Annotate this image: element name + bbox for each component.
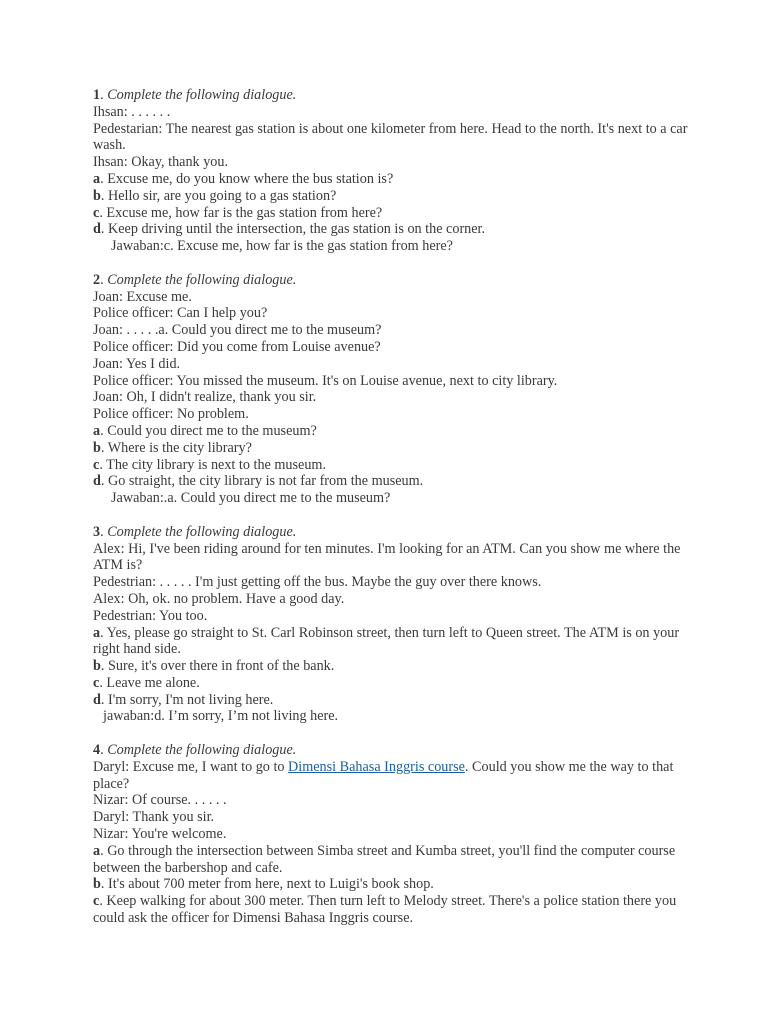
question-1 bbox=[93, 87, 693, 255]
answer-option bbox=[93, 473, 693, 490]
option-text: . Go through the intersection between Simba street and Kumba street, you'll find the computer course between the barbershop and cafe. bbox=[93, 842, 676, 876]
option-text: . Leave me alone. bbox=[99, 674, 200, 691]
question-number: 2 bbox=[93, 271, 101, 288]
question-number: 1 bbox=[93, 87, 101, 103]
dialogue-line: Ihsan: . . . . . . bbox=[93, 103, 171, 120]
option-letter: a bbox=[93, 422, 101, 439]
option-text: . Hello sir, are you going to a gas station? bbox=[100, 187, 337, 204]
dialogue-line: Nizar: You're welcome. bbox=[93, 826, 227, 843]
answer-key: Jawaban:.a. Could you direct me to the museum? bbox=[111, 490, 391, 507]
course-link[interactable]: Dimensi Bahasa Inggris course bbox=[288, 758, 465, 775]
dialogue-line: Pedestarian: The nearest gas station is about one kilometer from here. Head to the north. It's next to a car wash. bbox=[93, 120, 688, 154]
option-text: . Keep driving until the intersection, the gas station is on the corner. bbox=[100, 221, 486, 238]
option-letter: b bbox=[93, 658, 101, 675]
option-text: . Could you direct me to the museum? bbox=[100, 422, 317, 439]
dialogue-line: Pedestrian: . . . . . I'm just getting off the bus. Maybe the guy over there knows. bbox=[93, 574, 542, 591]
dialogue-line: Joan: . . . . .a. Could you direct me to the museum? bbox=[93, 322, 382, 339]
dialogue-line: Police officer: Can I help you? bbox=[93, 305, 268, 322]
dialogue-line: Nizar: Of course. . . . . . bbox=[93, 792, 227, 809]
question-number: 3 bbox=[93, 523, 101, 540]
answer-option bbox=[93, 893, 693, 927]
document-body bbox=[93, 87, 693, 944]
option-letter: a bbox=[93, 842, 101, 859]
option-text: . Go straight, the city library is not far from the museum. bbox=[100, 473, 424, 490]
question-header: 1. Complete the following dialogue. bbox=[93, 87, 297, 103]
answer-option bbox=[93, 843, 693, 877]
answer-option bbox=[93, 205, 693, 222]
option-text: . Sure, it's over there in front of the bank. bbox=[100, 658, 335, 675]
answer-key: jawaban:d. I’m sorry, I’m not living here. bbox=[103, 708, 339, 725]
question-prompt: Complete the following dialogue. bbox=[107, 87, 297, 103]
dialogue-line: Police officer: You missed the museum. It's on Louise avenue, next to city library. bbox=[93, 372, 558, 389]
option-text: . It's about 700 meter from here, next to Luigi's book shop. bbox=[100, 876, 434, 893]
answer-option bbox=[93, 457, 693, 474]
dialogue-line: Police officer: No problem. bbox=[93, 406, 249, 423]
option-letter: d bbox=[93, 473, 101, 490]
option-text: . Yes, please go straight to St. Carl Robinson street, then turn left to Queen street. The ATM is on your right hand side. bbox=[93, 624, 680, 658]
question-4 bbox=[93, 742, 693, 927]
answer-option bbox=[93, 675, 693, 692]
option-letter: c bbox=[93, 674, 100, 691]
option-letter: b bbox=[93, 876, 101, 893]
dialogue-line: Ihsan: Okay, thank you. bbox=[93, 154, 229, 171]
dialogue-line: Joan: Oh, I didn't realize, thank you sir. bbox=[93, 389, 317, 406]
question-3 bbox=[93, 524, 693, 726]
question-prompt: Complete the following dialogue. bbox=[107, 523, 297, 540]
question-2 bbox=[93, 272, 693, 507]
option-letter: a bbox=[93, 624, 101, 641]
answer-option bbox=[93, 440, 693, 457]
question-prompt: Complete the following dialogue. bbox=[107, 271, 297, 288]
question-prompt: Complete the following dialogue. bbox=[107, 742, 297, 759]
dialogue-line: Joan: Excuse me. bbox=[93, 288, 192, 305]
answer-option bbox=[93, 221, 693, 238]
option-letter: a bbox=[93, 170, 101, 187]
dialogue-line: Alex: Hi, I've been riding around for ten minutes. I'm looking for an ATM. Can you show me where the ATM is? bbox=[93, 540, 681, 574]
dialogue-line: Joan: Yes I did. bbox=[93, 355, 181, 372]
answer-option bbox=[93, 171, 693, 188]
option-letter: c bbox=[93, 204, 100, 221]
option-text: . Where is the city library? bbox=[100, 439, 252, 456]
question-number: 4 bbox=[93, 742, 101, 759]
answer-option bbox=[93, 692, 693, 709]
option-letter: c bbox=[93, 893, 100, 910]
option-text: . Excuse me, how far is the gas station from here? bbox=[99, 204, 383, 221]
option-letter: d bbox=[93, 691, 101, 708]
dialogue-line: Alex: Oh, ok. no problem. Have a good day. bbox=[93, 590, 345, 607]
dialogue-line: Police officer: Did you come from Louise avenue? bbox=[93, 338, 381, 355]
answer-key: Jawaban:c. Excuse me, how far is the gas station from here? bbox=[111, 238, 453, 255]
answer-option bbox=[93, 423, 693, 440]
answer-option bbox=[93, 658, 693, 675]
option-letter: b bbox=[93, 187, 101, 204]
question-header: 2. Complete the following dialogue. bbox=[93, 271, 297, 288]
dialogue-text: Daryl: Excuse me, I want to go to bbox=[93, 758, 289, 775]
option-letter: d bbox=[93, 221, 101, 238]
dialogue-text: . Could you show me the way to that place? bbox=[93, 758, 674, 792]
option-text: . The city library is next to the museum. bbox=[99, 456, 327, 473]
dialogue-line: Daryl: Thank you sir. bbox=[93, 809, 215, 826]
answer-option bbox=[93, 876, 693, 893]
option-letter: b bbox=[93, 439, 101, 456]
answer-option bbox=[93, 188, 693, 205]
option-letter: c bbox=[93, 456, 100, 473]
question-header: 3. Complete the following dialogue. bbox=[93, 523, 297, 540]
dialogue-line: Pedestrian: You too. bbox=[93, 607, 208, 624]
option-text: . Excuse me, do you know where the bus station is? bbox=[100, 170, 394, 187]
option-text: . I'm sorry, I'm not living here. bbox=[100, 691, 274, 708]
option-text: . Keep walking for about 300 meter. Then turn left to Melody street. There's a police station there you could ask the officer for Dimensi Bahasa Inggris course. bbox=[93, 893, 677, 927]
dialogue-line bbox=[93, 759, 693, 793]
answer-option bbox=[93, 625, 693, 659]
question-header: 4. Complete the following dialogue. bbox=[93, 742, 297, 759]
